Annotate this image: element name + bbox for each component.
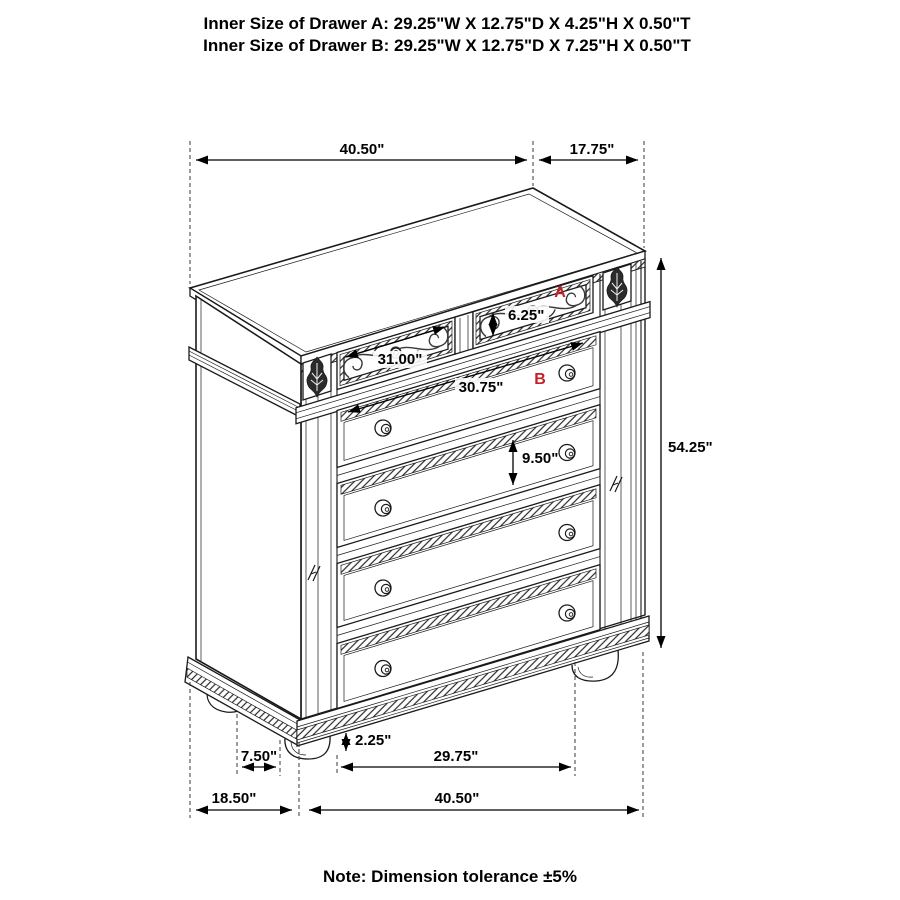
- drawer-2-right-knob: [559, 445, 575, 461]
- top-row-center-stile: [455, 312, 473, 354]
- dim-drawer-a-height-label: 6.25": [508, 307, 545, 324]
- dim-front-feet-spacing-label: 29.75": [433, 748, 479, 765]
- tolerance-note: Note: Dimension tolerance ±5%: [323, 867, 577, 886]
- dim-top-depth-label: 17.75": [569, 141, 615, 158]
- dim-drawer-b-height-label: 9.50": [522, 450, 559, 467]
- drawer-b-right-knob: [559, 365, 575, 381]
- drawer-b-left-knob: [375, 420, 391, 436]
- drawer-b-inner-size-text: Inner Size of Drawer B: 29.25"W X 12.75"D X 7.25"H X 0.50"T: [203, 36, 691, 55]
- dim-side-feet-spacing-label: 7.50": [240, 748, 278, 765]
- drawer-4-left-knob: [375, 661, 391, 677]
- dim-base-width-label: 40.50": [434, 790, 480, 807]
- drawer-a-inner-size-text: Inner Size of Drawer A: 29.25"W X 12.75"D X 4.25"H X 0.50"T: [203, 14, 691, 33]
- dim-overall-height-label: 54.25": [668, 439, 713, 456]
- dim-drawer-a-width-label: 31.00": [377, 351, 423, 368]
- drawer-b-marker: B: [534, 371, 546, 388]
- dim-base-depth-label: 18.50": [211, 790, 257, 807]
- drawer-4-right-knob: [559, 605, 575, 621]
- dim-foot-height-label: 2.25": [355, 732, 392, 749]
- drawer-a-marker: A: [554, 284, 566, 301]
- drawer-2-left-knob: [375, 500, 391, 516]
- dim-drawer-b-width-label: 30.75": [458, 379, 504, 396]
- drawer-3-left-knob: [375, 580, 391, 596]
- drawer-3-right-knob: [559, 525, 575, 541]
- dim-top-width-label: 40.50": [339, 141, 385, 158]
- dresser-illustration: [185, 188, 650, 759]
